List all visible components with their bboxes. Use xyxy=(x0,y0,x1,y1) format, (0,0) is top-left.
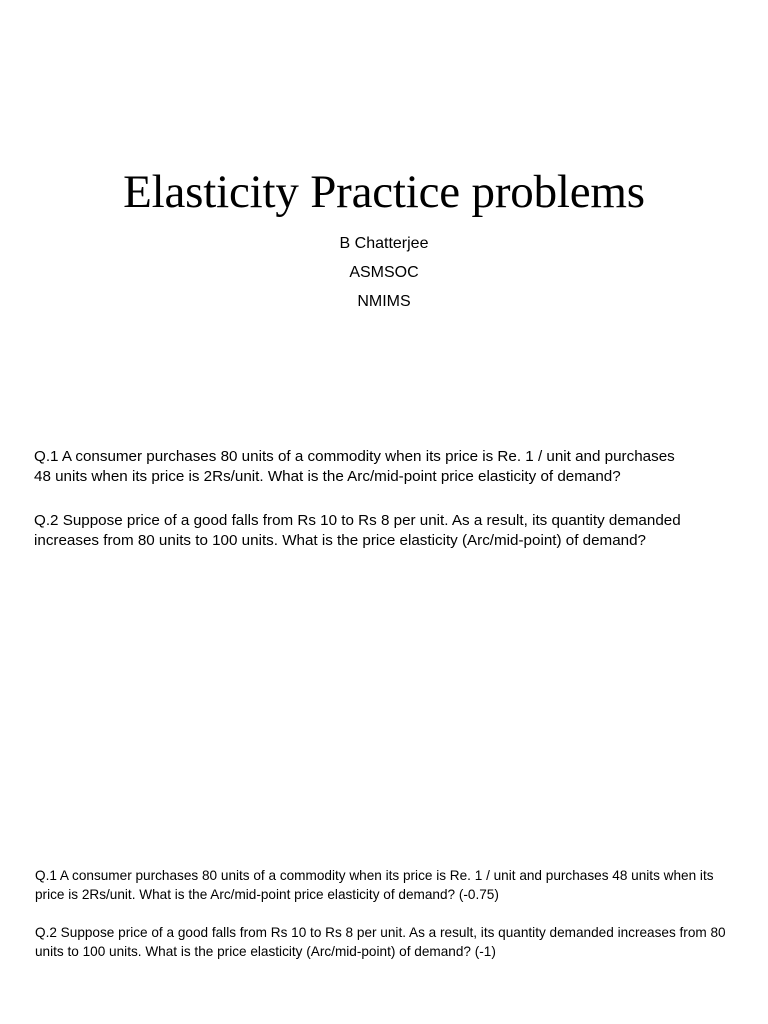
institution-name: NMIMS xyxy=(357,293,411,310)
answer-q2: Q.2 Suppose price of a good falls from Rs 10 to Rs 8 per unit. As a result, its quantity demanded increases from 80 units to 100 units. What is the price elasticity (Arc/mid-point) of demand? (-1) xyxy=(35,925,726,959)
problem-q1: Q.1 A consumer purchases 80 units of a commodity when its price is Re. 1 / unit and purchases 48 units when its price is 2Rs/unit. What is the Arc/mid-point price elasticity of demand? xyxy=(34,448,675,485)
answer-q1: Q.1 A consumer purchases 80 units of a commodity when its price is Re. 1 / unit and purchases 48 units when its price is 2Rs/unit. What is the Arc/mid-point price elasticity of demand? (-0.75) xyxy=(35,868,714,902)
subtitle-block xyxy=(0,229,768,316)
answers-section xyxy=(35,867,735,961)
slide-title: Elasticity Practice problems xyxy=(123,166,645,218)
author-name: B Chatterjee xyxy=(339,235,429,252)
problem-q2: Q.2 Suppose price of a good falls from Rs 10 to Rs 8 per unit. As a result, its quantity demanded increases from 80 units to 100 units. What is the price elasticity (Arc/mid-point) of demand? xyxy=(34,512,681,549)
problems-section xyxy=(34,447,694,551)
school-name: ASMSOC xyxy=(349,264,419,281)
